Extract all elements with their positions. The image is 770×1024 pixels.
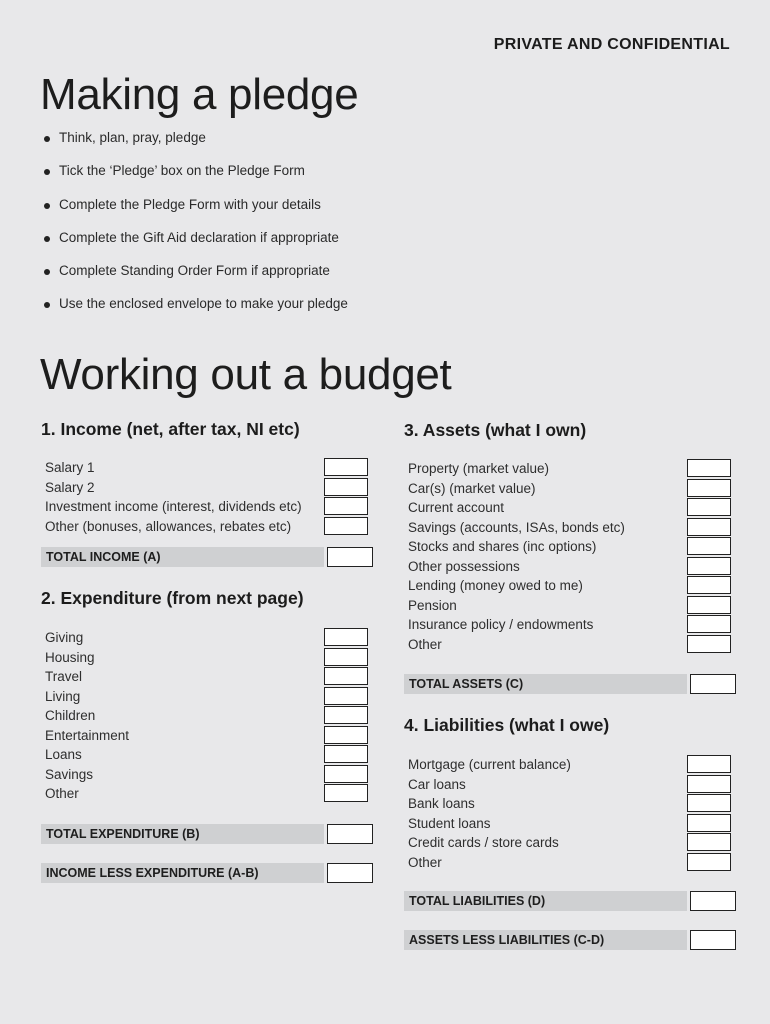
asset-row [404, 518, 731, 538]
row-label: Loans [45, 747, 82, 762]
asset-current-account-field[interactable] [687, 498, 731, 516]
row-label: Other [408, 854, 442, 870]
income-list [41, 458, 368, 536]
expenditure-row [41, 687, 368, 707]
total-expenditure-label: TOTAL EXPENDITURE (B) [46, 826, 200, 841]
total-income-label: TOTAL INCOME (A) [46, 550, 161, 564]
asset-other-field[interactable] [687, 635, 731, 653]
pledge-step-text: Complete the Pledge Form with your details [59, 196, 321, 212]
row-label: Property (market value) [408, 461, 550, 476]
income-salary1-field[interactable] [324, 458, 368, 476]
total-liabilities-row [404, 891, 687, 911]
pledge-step-text: Complete Standing Order Form if appropriate [59, 263, 330, 279]
row-label: Other [45, 786, 79, 801]
total-liabilities-field[interactable] [690, 891, 736, 911]
total-expenditure-row [41, 824, 324, 844]
liability-other-field[interactable] [687, 853, 731, 871]
income-row [41, 458, 368, 478]
pledge-step-text: Tick the ‘Pledge’ box on the Pledge Form [59, 163, 305, 179]
row-label: Bank loans [408, 796, 475, 811]
asset-lending-field[interactable] [687, 576, 731, 594]
asset-row [404, 479, 731, 499]
assets-less-liabilities-field[interactable] [690, 930, 736, 950]
list-item [44, 195, 348, 228]
liability-car-loans-field[interactable] [687, 775, 731, 793]
liabilities-heading: 4. Liabilities (what I owe) [404, 715, 610, 735]
income-other-field[interactable] [324, 517, 368, 535]
row-label: Living [45, 688, 81, 704]
liability-row [404, 814, 731, 834]
liability-row [404, 775, 731, 795]
liability-bank-loans-field[interactable] [687, 794, 731, 812]
asset-row [404, 596, 731, 616]
confidential-label: PRIVATE AND CONFIDENTIAL [493, 36, 730, 53]
bullet-icon [44, 169, 50, 175]
row-label: Other (bonuses, allowances, rebates etc) [45, 518, 292, 534]
row-label: Housing [45, 649, 95, 665]
expenditure-entertainment-field[interactable] [324, 726, 368, 744]
expenditure-row [41, 706, 368, 726]
row-label: Student loans [408, 815, 491, 831]
expenditure-row [41, 745, 368, 765]
expenditure-row [41, 667, 368, 687]
asset-insurance-field[interactable] [687, 615, 731, 633]
bullet-icon [44, 302, 50, 308]
row-label: Car(s) (market value) [408, 480, 536, 496]
liability-mortgage-field[interactable] [687, 755, 731, 773]
list-item [44, 261, 348, 294]
income-heading: 1. Income (net, after tax, NI etc) [41, 419, 300, 439]
expenditure-list [41, 628, 368, 804]
assets-less-liabilities-label: ASSETS LESS LIABILITIES (C-D) [409, 933, 605, 947]
expenditure-row [41, 628, 368, 648]
total-income-row [41, 547, 324, 567]
income-investment-field[interactable] [324, 497, 368, 515]
income-less-expenditure-row [41, 863, 324, 883]
expenditure-other-field[interactable] [324, 784, 368, 802]
liability-row [404, 833, 731, 853]
asset-cars-field[interactable] [687, 479, 731, 497]
budget-left-column [41, 416, 368, 883]
liability-student-loans-field[interactable] [687, 814, 731, 832]
total-liabilities-label: TOTAL LIABILITIES (D) [409, 894, 546, 908]
income-row [41, 497, 368, 517]
expenditure-loans-field[interactable] [324, 745, 368, 763]
liability-credit-cards-field[interactable] [687, 833, 731, 851]
pledge-step-text: Complete the Gift Aid declaration if appropriate [59, 229, 339, 245]
assets-list [404, 459, 731, 654]
pledge-title: Making a pledge [40, 70, 359, 119]
expenditure-giving-field[interactable] [324, 628, 368, 646]
expenditure-row [41, 765, 368, 785]
asset-row [404, 576, 731, 596]
expenditure-savings-field[interactable] [324, 765, 368, 783]
bullet-icon [44, 269, 50, 275]
pledge-step-text: Think, plan, pray, pledge [59, 130, 206, 145]
bullet-icon [44, 236, 50, 242]
asset-row [404, 557, 731, 577]
list-item [44, 228, 348, 261]
liability-row [404, 794, 731, 814]
liability-row [404, 755, 731, 775]
row-label: Children [45, 708, 96, 723]
asset-stocks-field[interactable] [687, 537, 731, 555]
row-label: Pension [408, 597, 457, 613]
asset-row [404, 498, 731, 518]
expenditure-housing-field[interactable] [324, 648, 368, 666]
income-less-expenditure-label: INCOME LESS EXPENDITURE (A-B) [46, 865, 259, 880]
budget-title: Working out a budget [40, 350, 452, 399]
expenditure-row [41, 726, 368, 746]
row-label: Credit cards / store cards [408, 835, 559, 850]
asset-possessions-field[interactable] [687, 557, 731, 575]
total-assets-field[interactable] [690, 674, 736, 694]
list-item [44, 161, 348, 194]
asset-savings-field[interactable] [687, 518, 731, 536]
row-label: Current account [408, 500, 505, 515]
row-label: Entertainment [45, 727, 130, 743]
row-label: Travel [45, 669, 83, 684]
pledge-step-text: Use the enclosed envelope to make your pledge [59, 296, 348, 312]
row-label: Mortgage (current balance) [408, 757, 571, 772]
row-label: Savings [45, 766, 94, 782]
row-label: Car loans [408, 776, 466, 792]
expenditure-row [41, 648, 368, 668]
row-label: Investment income (interest, dividends etc) [45, 499, 302, 514]
row-label: Lending (money owed to me) [408, 578, 583, 593]
total-assets-row [404, 674, 687, 694]
income-row [41, 478, 368, 498]
row-label: Salary 1 [45, 460, 95, 475]
pledge-steps-list [44, 128, 348, 328]
asset-property-field[interactable] [687, 459, 731, 477]
asset-row [404, 537, 731, 557]
income-less-expenditure-field[interactable] [327, 863, 373, 883]
income-salary2-field[interactable] [324, 478, 368, 496]
list-item [44, 294, 348, 327]
asset-row [404, 615, 731, 635]
total-assets-label: TOTAL ASSETS (C) [409, 677, 524, 691]
liabilities-list [404, 755, 731, 872]
row-label: Other [408, 636, 442, 652]
row-label: Giving [45, 630, 84, 645]
liability-row [404, 853, 731, 873]
assets-heading: 3. Assets (what I own) [404, 420, 587, 440]
budget-right-column [404, 417, 731, 950]
expenditure-travel-field[interactable] [324, 667, 368, 685]
expenditure-row [41, 784, 368, 804]
income-row [41, 517, 368, 537]
row-label: Salary 2 [45, 479, 95, 495]
assets-less-liabilities-row [404, 930, 687, 950]
expenditure-heading: 2. Expenditure (from next page) [41, 588, 304, 608]
list-item [44, 128, 348, 161]
asset-row [404, 459, 731, 479]
total-expenditure-field[interactable] [327, 824, 373, 844]
bullet-icon [44, 203, 50, 209]
row-label: Other possessions [408, 558, 520, 574]
row-label: Stocks and shares (inc options) [408, 539, 597, 554]
asset-pension-field[interactable] [687, 596, 731, 614]
row-label: Savings (accounts, ISAs, bonds etc) [408, 519, 625, 535]
expenditure-living-field[interactable] [324, 687, 368, 705]
asset-row [404, 635, 731, 655]
total-income-field[interactable] [327, 547, 373, 567]
expenditure-children-field[interactable] [324, 706, 368, 724]
bullet-icon [44, 136, 50, 142]
row-label: Insurance policy / endowments [408, 617, 594, 632]
